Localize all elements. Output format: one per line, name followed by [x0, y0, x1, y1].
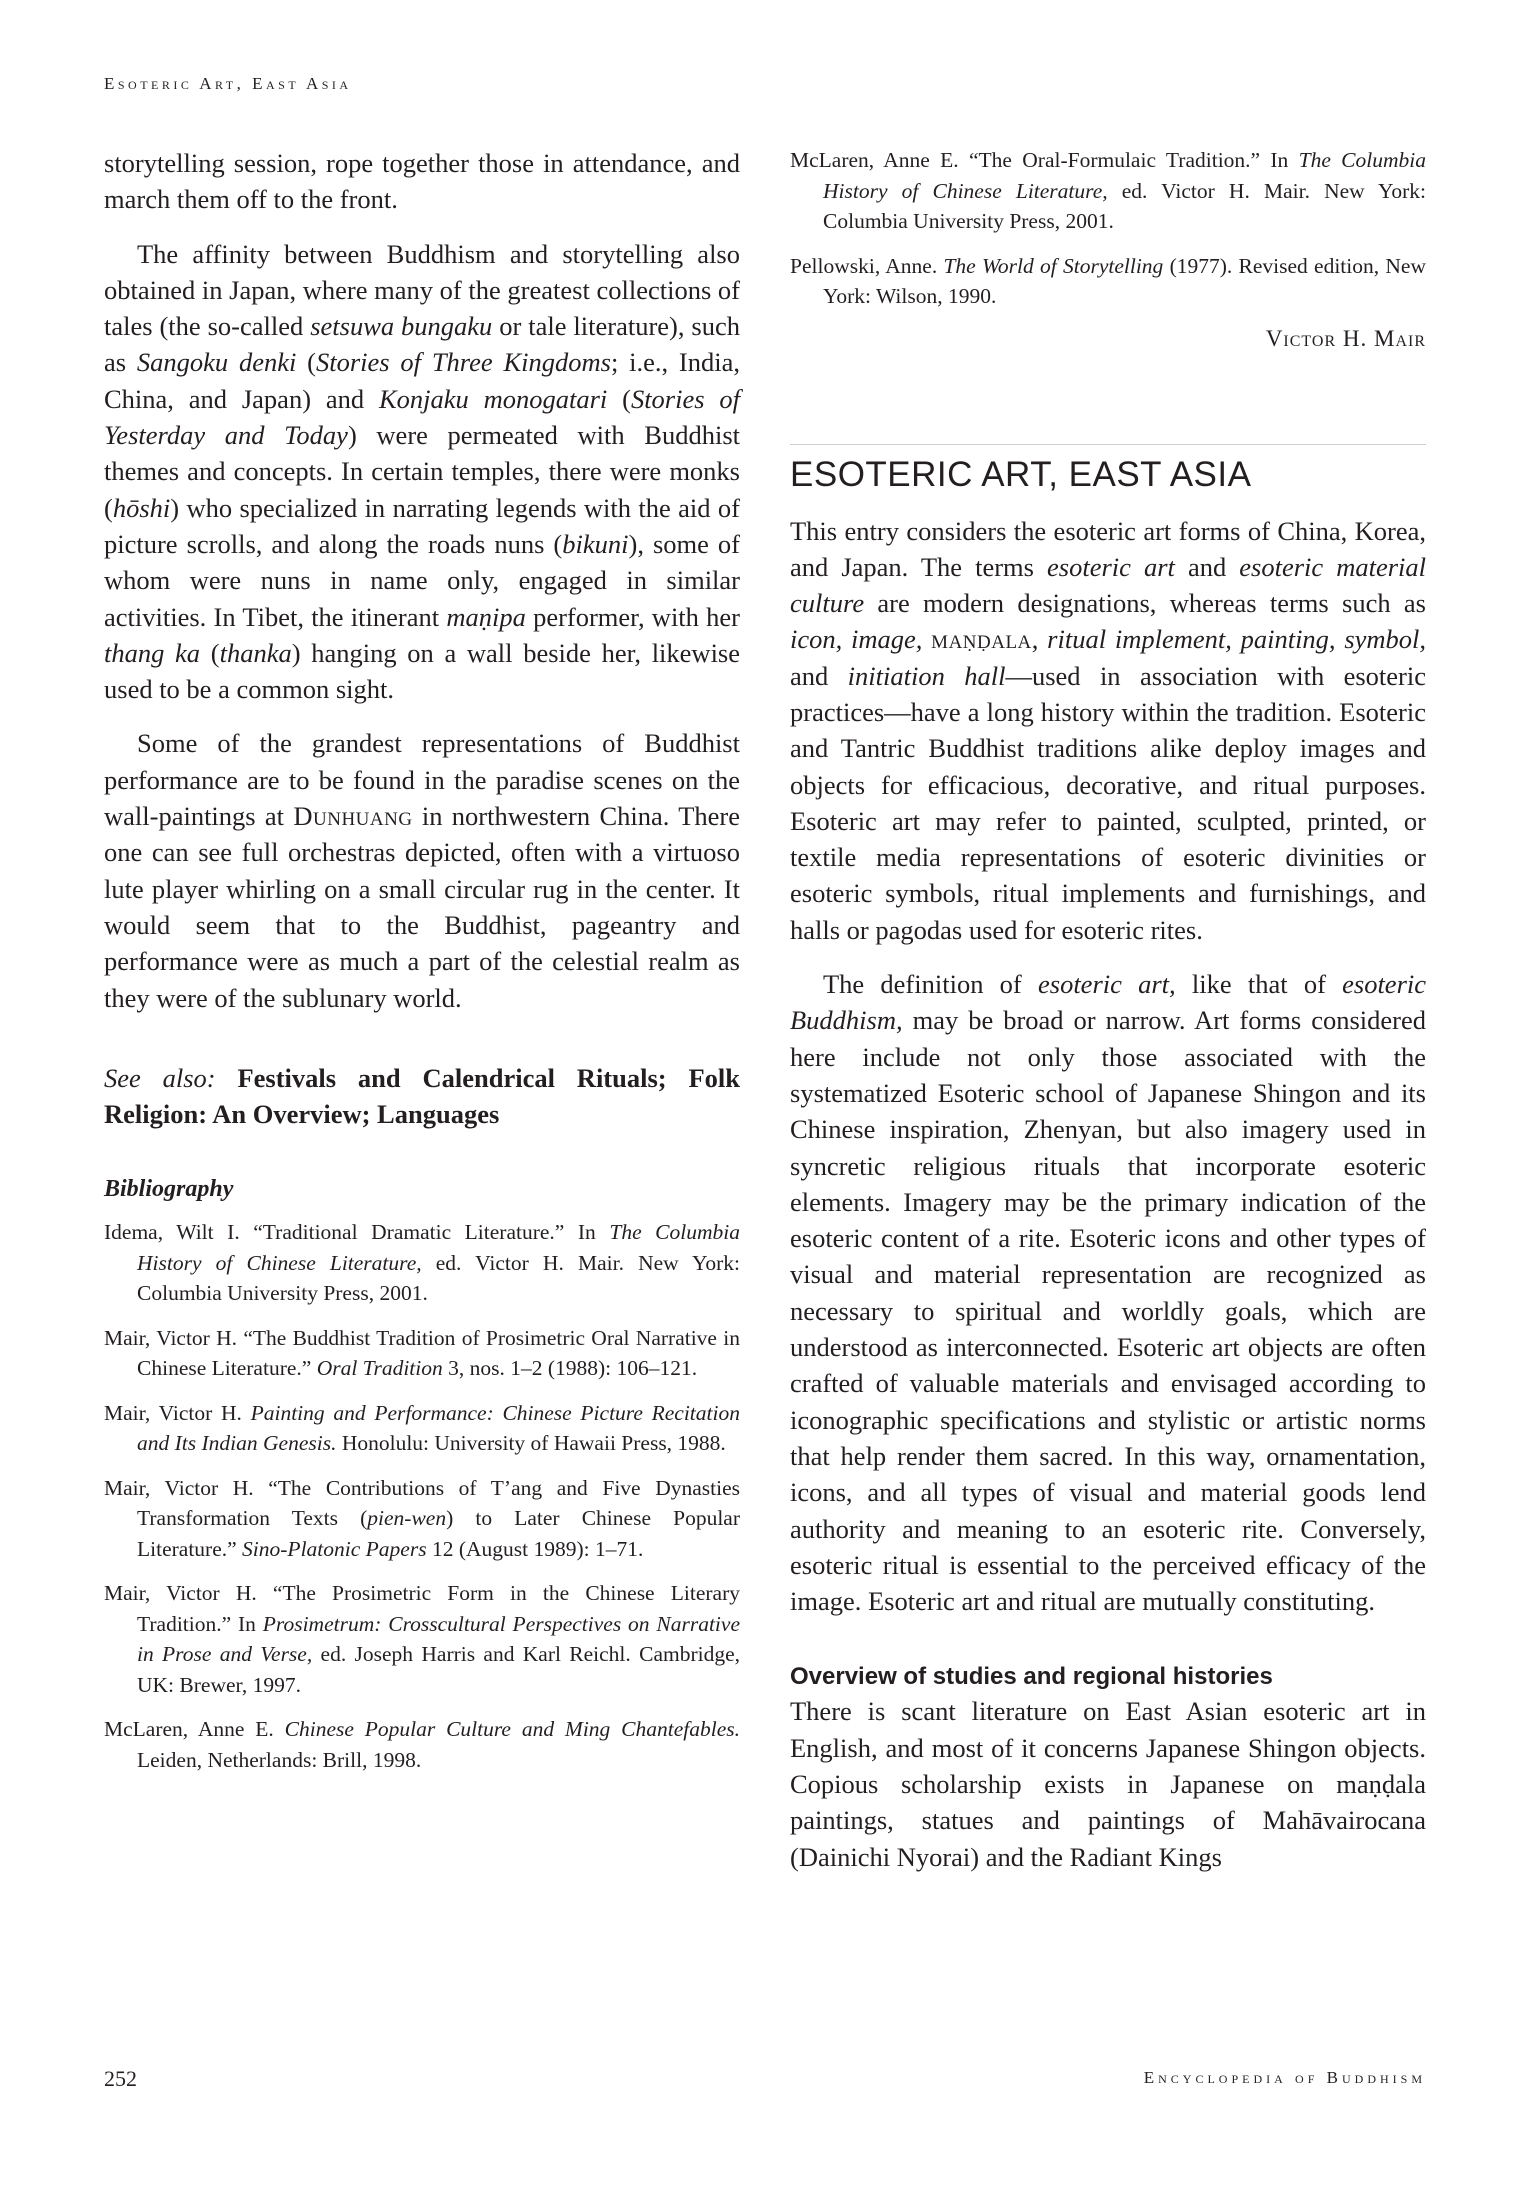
paragraph: storytelling session, rope together those in attendance, and march them off to the front. [104, 148, 740, 215]
section-subheading: Overview of studies and regional histories [790, 1663, 1273, 1691]
cross-reference-link[interactable]: maṇḍala [931, 624, 1032, 655]
paragraph: The definition of esoteric art, like that of esoteric Buddhism, may be broad or narrow. Art forms considered here include not only those associated with the systematized Esoteric school of Japanese Shingon and its Chinese inspiration, Zhenyan, but also imagery used in syncretic religious rituals that incorporate esoteric elements. Imagery may be the primary indication of the esoteric content of a rite. Esoteric icons and other types of visual and material representation are recognized as necessary to spiritual and worldly goals, which are understood as interconnected. Esoteric art objects are often crafted of valuable materials and envisaged according to iconographic specifications and stylistic or artistic norms that help render them sacred. In this way, ornamentation, icons, and all types of visual and material goods lend authority and meaning to an esoteric rite. Conversely, esoteric ritual is essential to the perceived efficacy of the image. Esoteric art and ritual are mutually constituting. [790, 969, 1427, 1617]
cross-reference-link[interactable]: Dunhuang [293, 801, 413, 832]
section-divider [790, 444, 1426, 445]
right-column [790, 145, 1426, 1875]
bibliography-entry: McLaren, Anne E. Chinese Popular Culture and Ming Chantefables. Leiden, Netherlands: Brill, 1998. [104, 1717, 741, 1772]
bibliography-entry: Mair, Victor H. Painting and Performance: Chinese Picture Recitation and Its Indian Genesis. Honolulu: University of Hawaii Press, 1988. [104, 1400, 740, 1456]
see-also: See also: Festivals and Calendrical Rituals; Folk Religion: An Overview; Languages [104, 1062, 740, 1130]
running-head: Esoteric Art, East Asia [104, 74, 352, 93]
left-column [104, 145, 740, 1789]
article-author: Victor H. Mair [1265, 325, 1426, 351]
bibliography-entry: Mair, Victor H. “The Buddhist Tradition of Prosimetric Oral Narrative in Chinese Literature.” Oral Tradition 3, nos. 1–2 (1988): 106–121. [104, 1325, 740, 1381]
see-also-links[interactable]: Festivals and Calendrical Rituals; Folk Religion: An Overview; Languages [104, 1062, 740, 1130]
entry-title: ESOTERIC ART, EAST ASIA [790, 454, 1252, 494]
bibliography-entry: Idema, Wilt I. “Traditional Dramatic Literature.” In The Columbia History of Chinese Literature, ed. Victor H. Mair. New York: Columbia University Press, 2001. [104, 1220, 740, 1306]
running-foot: Encyclopedia of Buddhism [1143, 2068, 1426, 2087]
bibliography-entry: Pellowski, Anne. The World of Storytelling (1977). Revised edition, New York: Wilson, 1990. [790, 253, 1426, 308]
bibliography-entry: McLaren, Anne E. “The Oral-Formulaic Tradition.” In The Columbia History of Chinese Literature, ed. Victor H. Mair. New York: Columbia University Press, 2001. [790, 148, 1426, 233]
page-number: 252 [104, 2066, 137, 2091]
paragraph: Some of the grandest representations of Buddhist performance are to be found in the paradise scenes on the wall-paintings at Dunhuang in northwestern China. There one can see full orchestras depicted, often with a virtuoso lute player whirling on a small circular rug in the center. It would seem that to the Buddhist, pageantry and performance were as much a part of the celestial realm as they were of the sublunary world. [104, 728, 740, 1013]
paragraph: The affinity between Buddhism and storytelling also obtained in Japan, where many of the greatest collections of tales (the so-called setsuwa bungaku or tale literature), such as Sangoku denki (Stories of Three Kingdoms; i.e., India, China, and Japan) and Konjaku monogatari (Stories of Yesterday and Today) were permeated with Buddhist themes and concepts. In certain temples, there were monks (hōshi) who specialized in narrating legends with the aid of picture scrolls, and along the roads nuns (bikuni), some of whom were nuns in name only, engaged in similar activities. In Tibet, the itinerant maṇipa performer, with her thang ka (thanka) hanging on a wall beside her, likewise used to be a common sight. [104, 238, 741, 705]
bibliography-entry: Mair, Victor H. “The Prosimetric Form in the Chinese Literary Tradition.” In Prosimetrum: Crosscultural Perspectives on Narrative in Prose and Verse, ed. Joseph Harris and Karl Reichl. Cambridge, UK: Brewer, 1997. [104, 1581, 741, 1697]
paragraph: This entry considers the esoteric art forms of China, Korea, and Japan. The terms esoteric art and esoteric material culture are modern designations, whereas terms such as icon, image, maṇḍala, ritual implement, painting, symbol, and initiation hall—used in association with esoteric practices—have a long history within the tradition. Esoteric and Tantric Buddhist traditions alike deploy images and objects for efficacious, decorative, and ritual purposes. Esoteric art may refer to painted, sculpted, printed, or textile media representations of esoteric divinities or esoteric symbols, ritual implements and furnishings, and halls or pagodas used for esoteric rites. [790, 515, 1427, 945]
bibliography-entry: Mair, Victor H. “The Contributions of T’ang and Five Dynasties Transformation Texts (pien-wen) to Later Chinese Popular Literature.” Sino-Platonic Papers 12 (August 1989): 1–71. [104, 1475, 740, 1561]
bibliography-heading: Bibliography [104, 1176, 234, 1203]
paragraph: There is scant literature on East Asian esoteric art in English, and most of it concerns Japanese Shingon objects. Copious scholarship exists in Japanese on maṇḍala paintings, statues and paintings of Mahāvairocana (Dainichi Nyorai) and the Radiant Kings [790, 1696, 1426, 1872]
